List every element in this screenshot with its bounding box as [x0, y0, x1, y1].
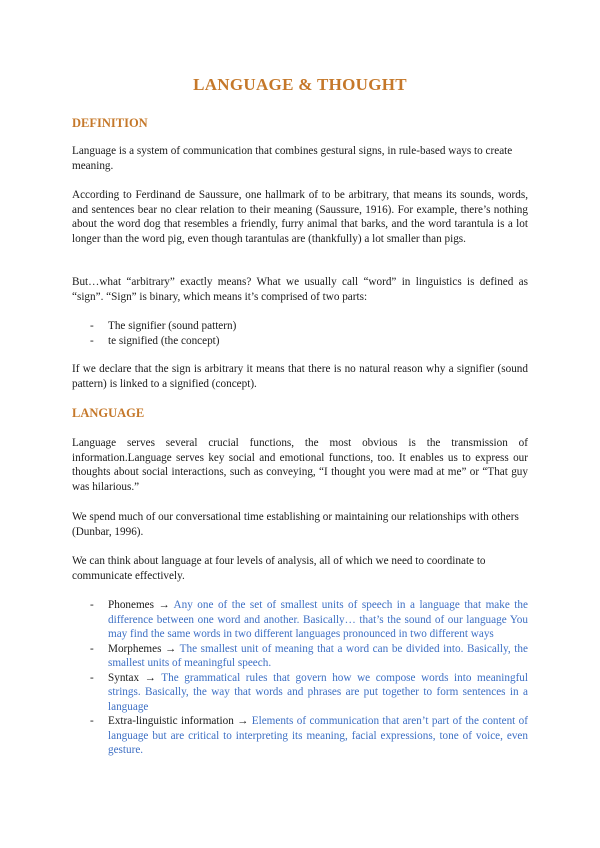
definition-paragraph-3: But…what “arbitrary” exactly means? What we usually call “word” in linguistics is defined as “sign”. “Sign” is binary, which means it’s comprised of two parts:	[72, 276, 528, 303]
bullet-dash: -	[90, 320, 94, 332]
section-heading-definition: DEFINITION	[72, 116, 148, 130]
level-definition: Elements of communication that aren’t part of the content of language but are critical to interpreting its meaning, facial expressions, tone of voice, even gesture.	[108, 715, 528, 756]
sign-parts-list	[90, 319, 528, 348]
bullet-dash: -	[90, 671, 94, 684]
language-paragraph-2: We spend much of our conversational time establishing or maintaining our relationships with others (Dunbar, 1996).	[72, 511, 519, 538]
definition-paragraph-1: Language is a system of communication that combines gestural signs, in rule-based ways to create meaning.	[72, 145, 513, 172]
bullet-dash: -	[90, 715, 94, 727]
list-item	[90, 714, 528, 758]
definition-paragraph-2: According to Ferdinand de Saussure, one hallmark of to be arbitrary, that means its sounds, words, and sentences bear no clear relation to their meaning (Saussure, 1916). For example, there’s nothing about the word dog that resembles a friendly, furry animal that barks, and the word tarantula is a lot longer than the word pig, even though tarantulas are (thankfully) a lot smaller than pigs.	[72, 189, 528, 245]
list-item: - te signified (the concept)	[90, 334, 220, 347]
levels-of-analysis-list	[90, 598, 528, 758]
definition-paragraph-4: If we declare that the sign is arbitrary it means that there is no natural reason why a signifier (sound pattern) is linked to a signified (concept).	[72, 363, 528, 390]
list-item: - The signifier (sound pattern)	[90, 320, 237, 332]
page-title: LANGUAGE & THOUGHT	[193, 75, 407, 94]
level-definition: The smallest unit of meaning that a word can be divided into. Basically, the smallest units of meaningful speech.	[108, 642, 528, 669]
level-term: Syntax →	[108, 671, 156, 684]
section-heading-language: LANGUAGE	[72, 406, 145, 420]
list-item	[90, 598, 528, 642]
level-term: Morphemes →	[108, 642, 177, 655]
level-definition: The grammatical rules that govern how we compose words into meaningful strings. Basically, the way that words and phrases are put together to form sentences in a language	[108, 671, 528, 713]
language-paragraph-3: We can think about language at four levels of analysis, all of which we need to coordinate to communicate effectively.	[72, 555, 486, 582]
list-item	[90, 671, 528, 715]
bullet-dash: -	[90, 599, 94, 611]
bullet-dash: -	[90, 334, 94, 347]
level-term: Extra-linguistic information →	[108, 715, 249, 727]
list-item	[90, 642, 528, 671]
language-paragraph-1: Language serves several crucial functions, the most obvious is the transmission of information.Language serves key social and emotional functions, too. It enables us to express our thoughts about social interactions, such as conveying, “I thought you were mad at me” or “That guy was hilarious.”	[72, 437, 528, 493]
level-definition: Any one of the set of smallest units of speech in a language that make the difference between one word and another. Basically… that’s the sound of our language You may find the same words in two different languages pronounced in two different ways	[108, 599, 528, 640]
level-term: Phonemes →	[108, 599, 170, 611]
bullet-dash: -	[90, 642, 94, 655]
